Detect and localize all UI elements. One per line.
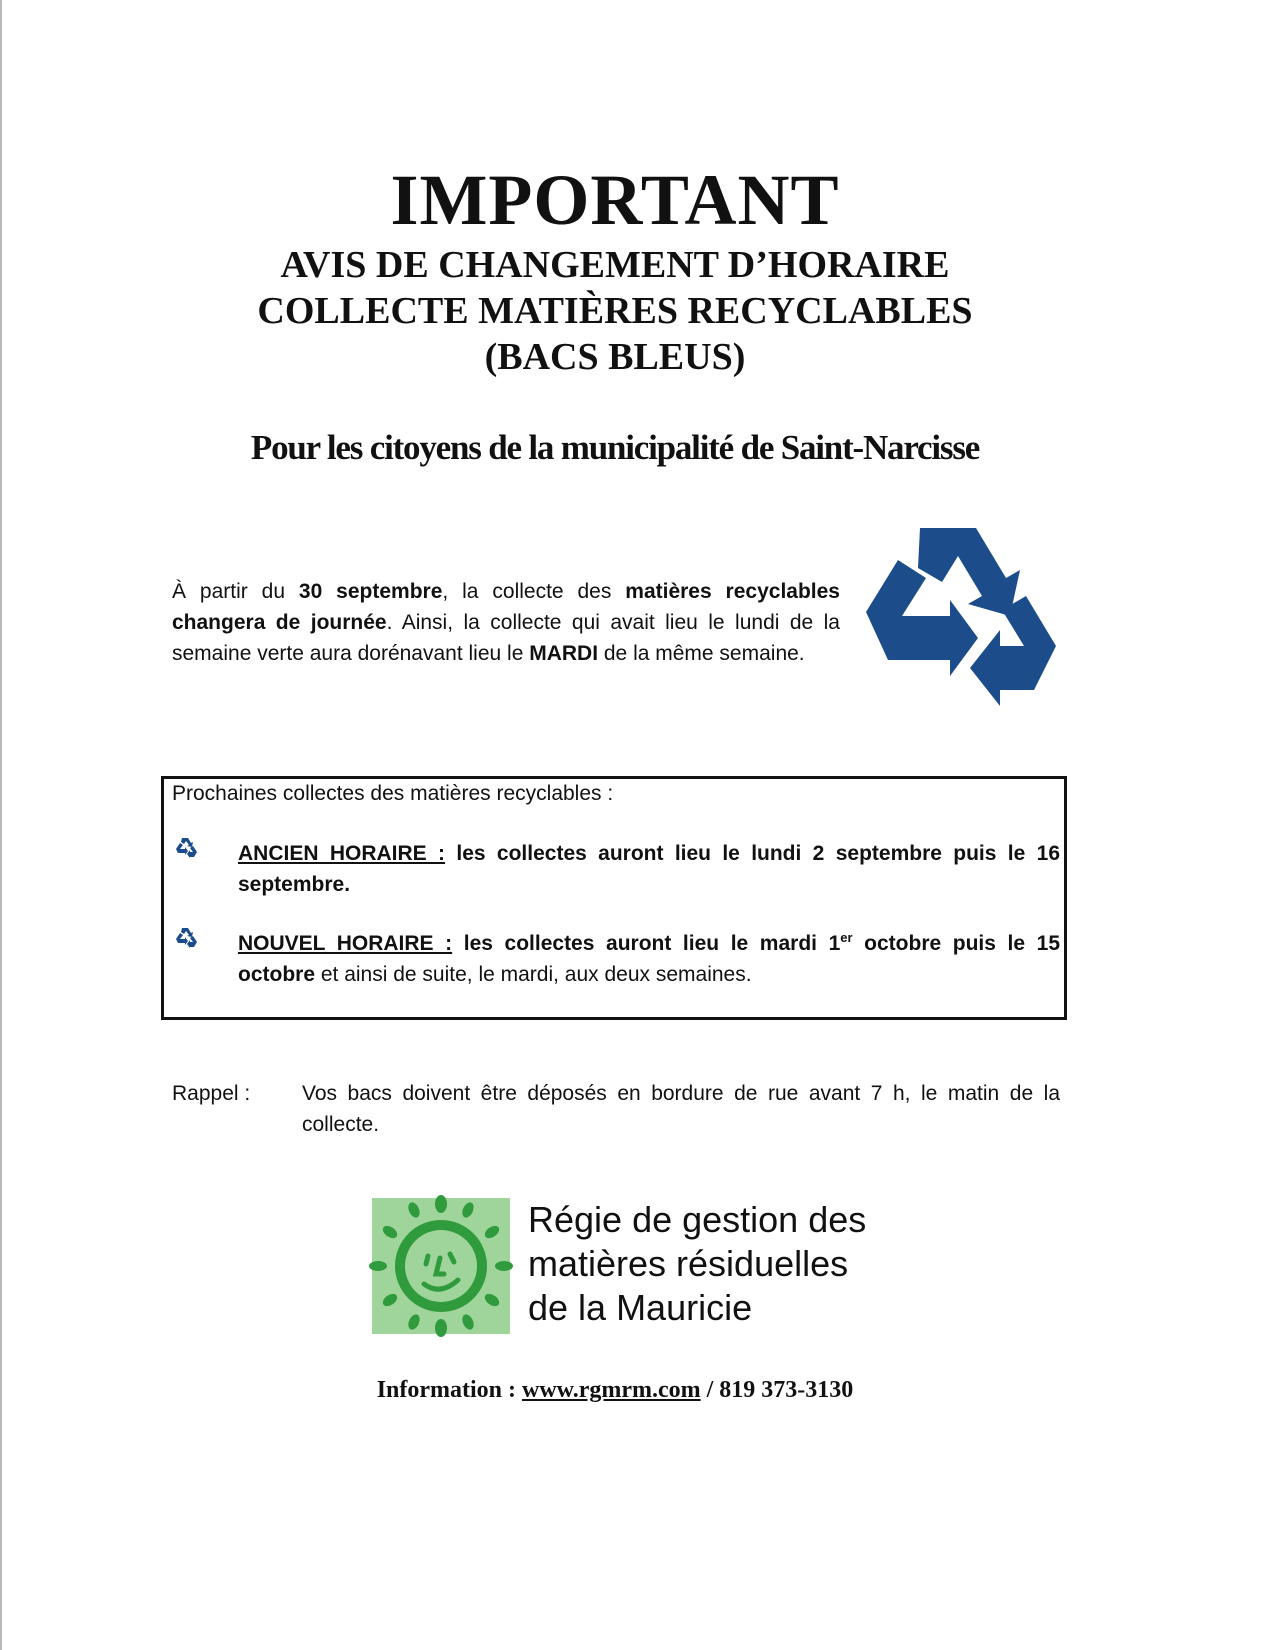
recycle-bullet-icon: [174, 926, 198, 950]
recycle-icon: [858, 520, 1066, 716]
intro-text-4: de la même semaine.: [598, 642, 805, 665]
intro-text-3: . Ainsi, la collecte qui avait lieu le lundi de la semaine verte aura dorénavant lieu le: [172, 611, 840, 665]
page-title: IMPORTANT: [390, 160, 840, 240]
contact-info: [0, 1374, 1230, 1406]
subtitle-line-1: AVIS DE CHANGEMENT D’HORAIRE: [280, 244, 950, 286]
website-link[interactable]: www.rgmrm.com: [522, 1377, 701, 1403]
phone-number: 819 373-3130: [719, 1377, 854, 1403]
organization-name-line-2: matières résiduelles: [528, 1243, 849, 1284]
old-schedule-text: les collectes auront lieu le lundi 2 septembre puis le 16 septembre.: [238, 842, 1060, 896]
schedule-heading: Prochaines collectes des matières recyclables :: [172, 782, 614, 805]
organization-name-line-1: Régie de gestion des: [528, 1199, 867, 1240]
audience-heading: Pour les citoyens de la municipalité de Saint-Narcisse: [250, 428, 980, 467]
new-schedule-text-b: octobre puis le 15 octobre: [238, 932, 1060, 986]
reminder-text: Vos bacs doivent être déposés en bordure de rue avant 7 h, le matin de la collecte.: [302, 1082, 1060, 1136]
organization-name: [528, 1198, 928, 1330]
new-schedule-label: NOUVEL HORAIRE :: [238, 932, 453, 955]
new-schedule-item: [238, 928, 1060, 990]
subtitle-line-2: COLLECTE MATIÈRES RECYCLABLES: [257, 290, 973, 332]
info-separator: /: [700, 1377, 720, 1403]
intro-change: matières recyclables changera de journée: [172, 580, 840, 634]
intro-date: 30 septembre: [298, 580, 443, 603]
intro-paragraph: [172, 576, 840, 669]
intro-text-2: , la collecte des: [442, 580, 626, 603]
new-schedule-sup: er: [840, 930, 853, 945]
recycle-bullet-icon: [174, 836, 198, 860]
intro-text-1: À partir du: [172, 580, 299, 603]
reminder-label: Rappel :: [172, 1082, 251, 1105]
old-schedule-label: ANCIEN HORAIRE :: [238, 842, 446, 865]
organization-name-line-3: de la Mauricie: [528, 1287, 753, 1328]
new-schedule-text-c: et ainsi de suite, le mardi, aux deux semaines.: [315, 963, 752, 986]
old-schedule-item: [238, 838, 1060, 900]
info-label: Information :: [376, 1377, 523, 1403]
intro-day: MARDI: [529, 642, 599, 665]
new-schedule-text-a: les collectes auront lieu le mardi 1: [452, 932, 841, 955]
smiling-sun-logo-icon: [366, 1192, 516, 1340]
subtitle-line-3: (BACS BLEUS): [484, 336, 746, 378]
